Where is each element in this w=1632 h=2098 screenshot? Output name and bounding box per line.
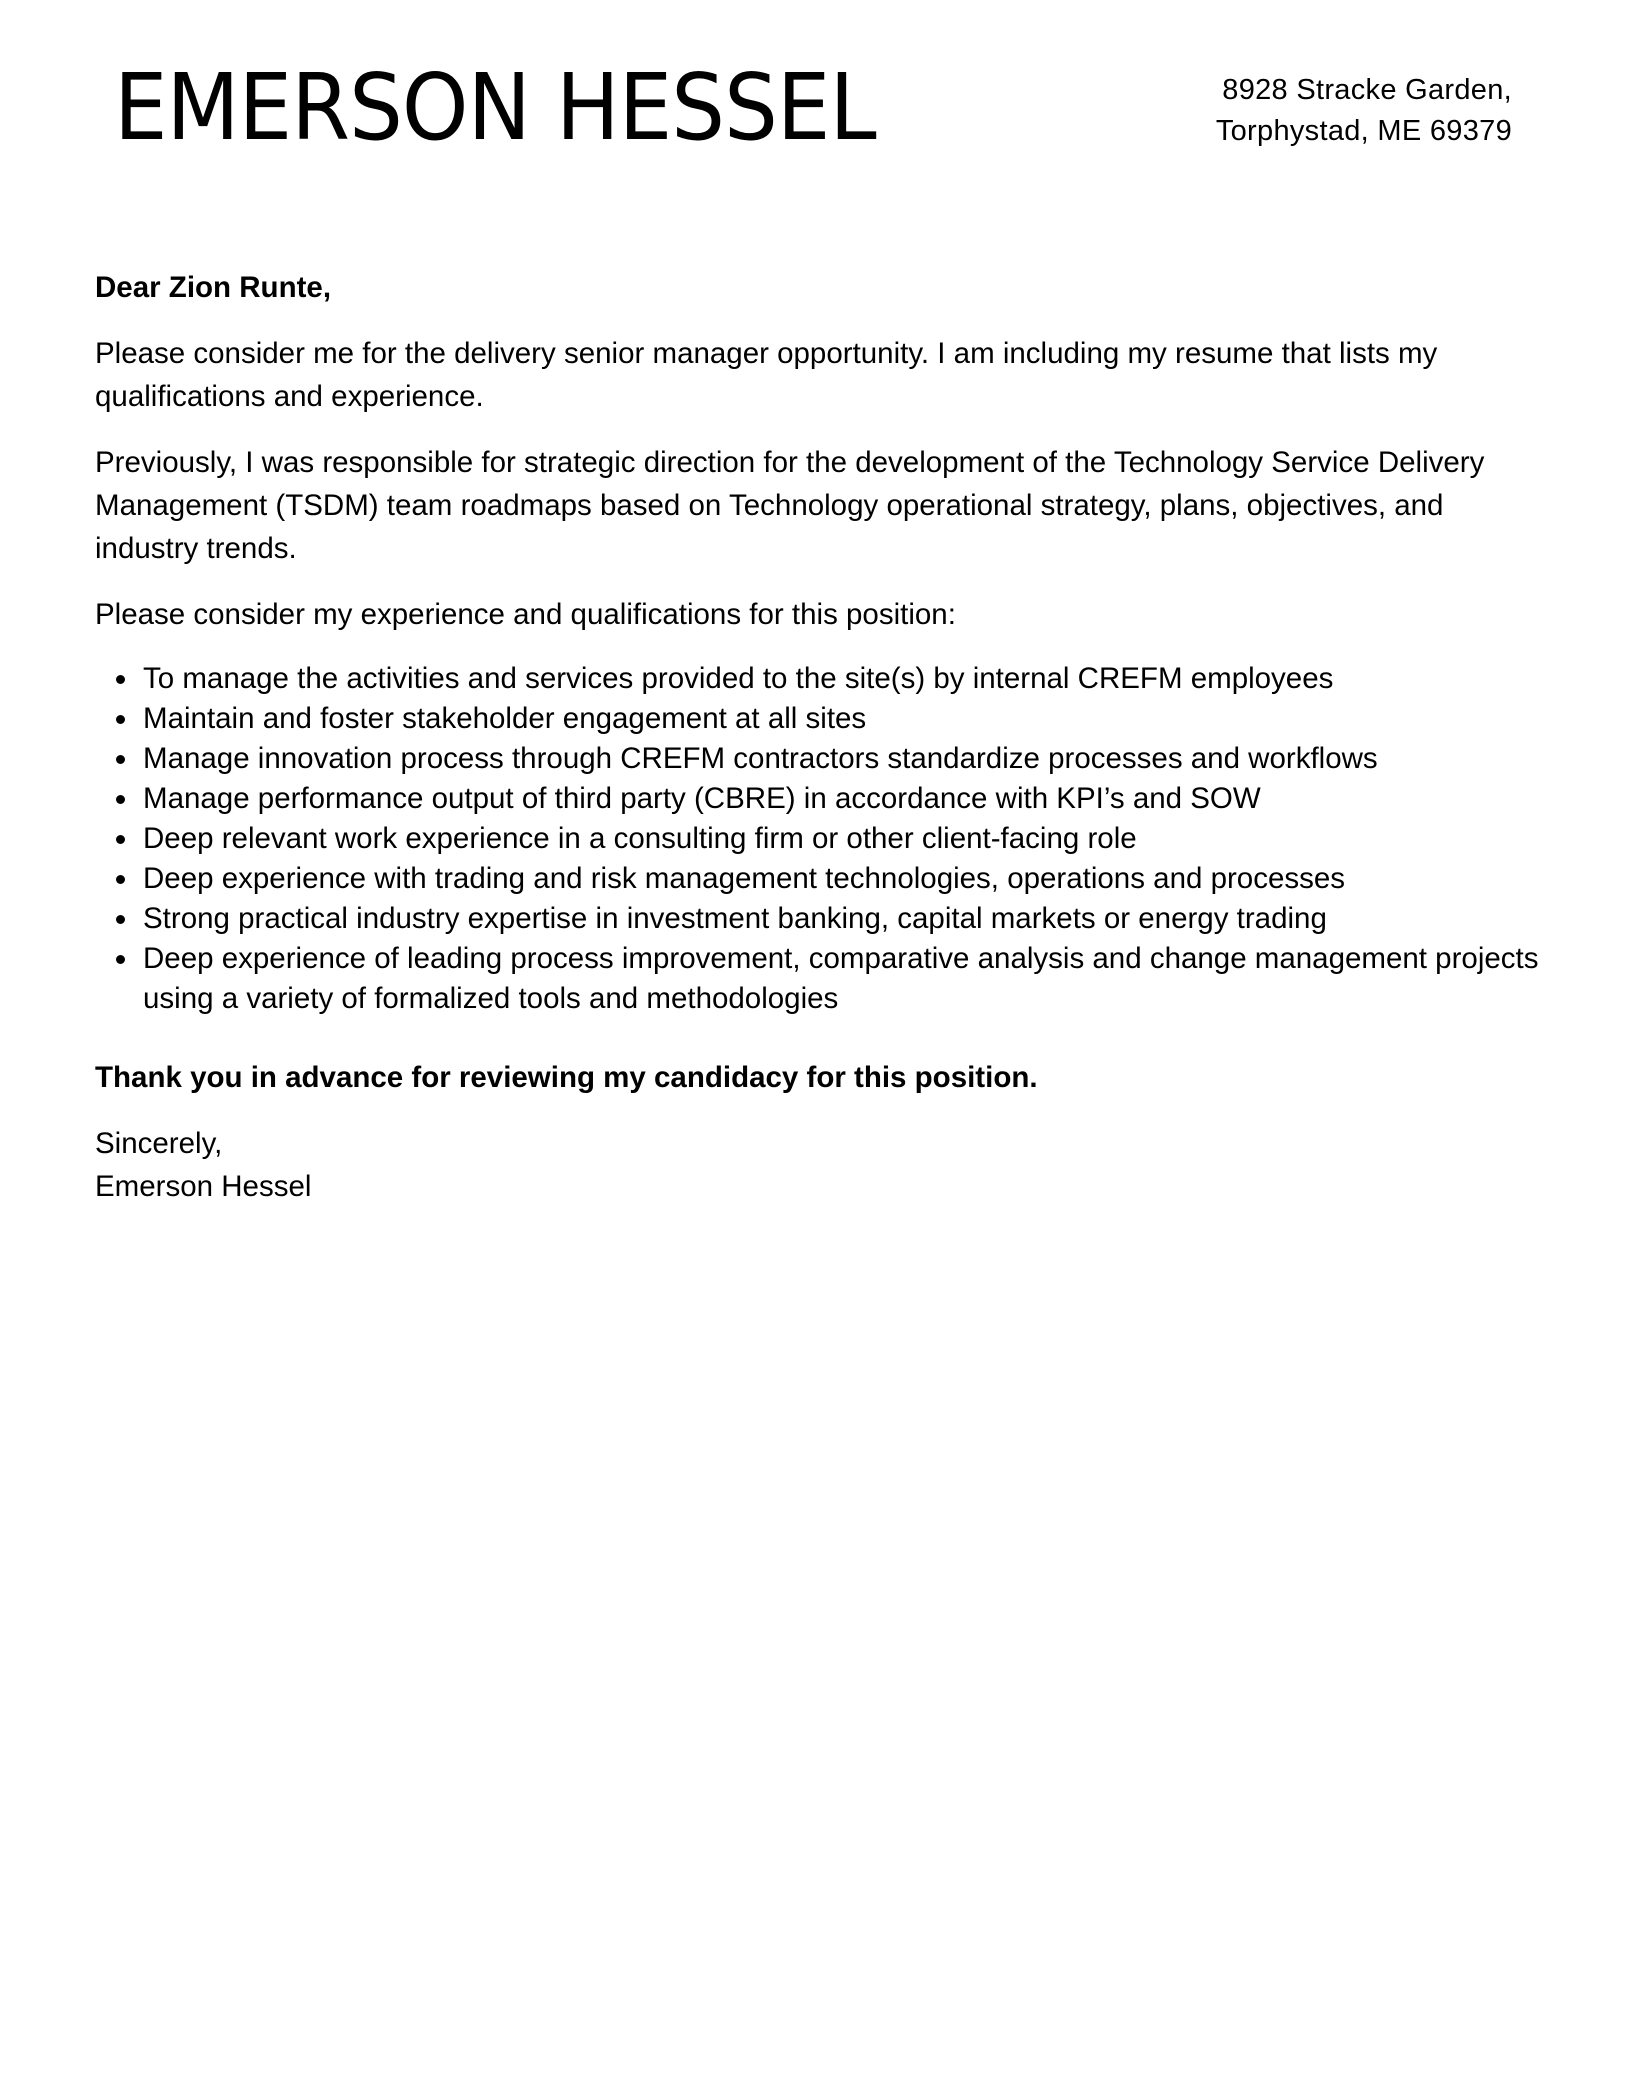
sender-name: EMERSON HESSEL (114, 54, 876, 161)
list-item: Manage performance output of third party (CBRE) in accordance with KPI’s and SOW (143, 779, 1545, 819)
bullet-icon (116, 955, 125, 964)
bullet-icon (116, 835, 125, 844)
paragraph-intro: Please consider me for the delivery senior manager opportunity. I am including my resume that lists my qualifications and experience. (95, 337, 1438, 413)
bullet-icon (116, 715, 125, 724)
list-item: Manage innovation process through CREFM contractors standardize processes and workflows (143, 739, 1545, 779)
bullet-icon (116, 875, 125, 884)
list-item: To manage the activities and services provided to the site(s) by internal CREFM employees (143, 659, 1545, 699)
address-line-2: Torphystad, ME 69379 (1215, 115, 1512, 147)
paragraph-previous-role: Previously, I was responsible for strategic direction for the development of the Technology Service Delivery Management (TSDM) team roadmaps based on Technology operational strategy, plans, objectives, and industry trends. (95, 446, 1485, 565)
address-line-1: 8928 Stracke Garden, (1222, 74, 1512, 106)
signature: Emerson Hessel (95, 1170, 312, 1203)
list-item: Maintain and foster stakeholder engagement at all sites (143, 699, 1545, 739)
bullet-icon (116, 675, 125, 684)
list-item: Deep experience with trading and risk management technologies, operations and processes (143, 859, 1545, 899)
sender-address (1216, 70, 1512, 152)
bullet-icon (116, 755, 125, 764)
letter-body (95, 266, 1545, 1208)
letter-header (0, 0, 1632, 200)
list-item: Strong practical industry expertise in investment banking, capital markets or energy trading (143, 899, 1545, 939)
qualifications-list (95, 659, 1545, 1019)
greeting: Dear Zion Runte, (95, 271, 332, 304)
paragraph-qualifications-lead: Please consider my experience and qualifications for this position: (95, 598, 956, 631)
bullet-icon (116, 795, 125, 804)
list-item: Deep experience of leading process improvement, comparative analysis and change management projects using a variety of formalized tools and methodologies (143, 939, 1545, 1019)
bullet-icon (116, 915, 125, 924)
list-item: Deep relevant work experience in a consulting firm or other client-facing role (143, 819, 1545, 859)
closing-statement: Thank you in advance for reviewing my candidacy for this position. (95, 1061, 1038, 1094)
sign-off: Sincerely, (95, 1127, 223, 1160)
